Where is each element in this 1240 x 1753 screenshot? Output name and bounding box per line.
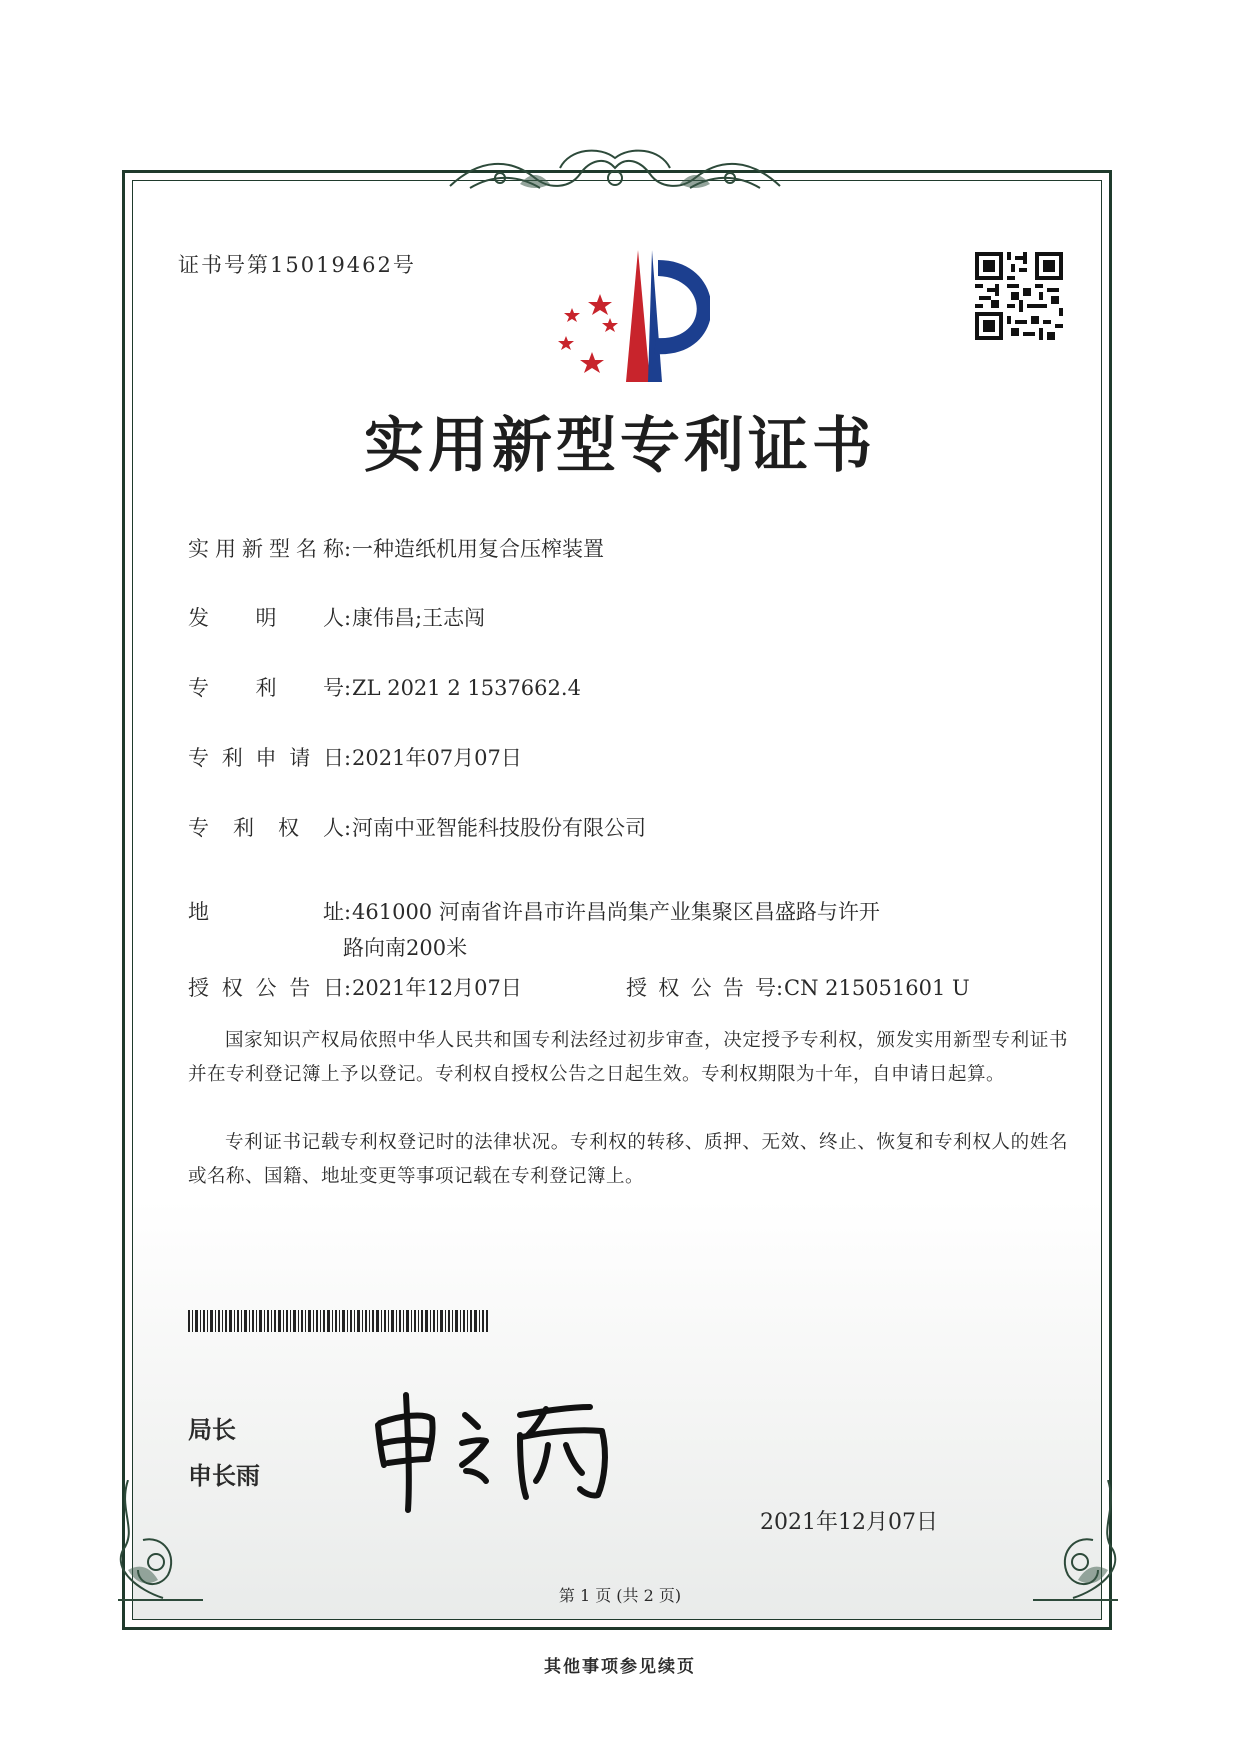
field-value: 康伟昌;王志闯 [352,606,486,630]
body-paragraph-2: 专利证书记载专利权登记时的法律状况。专利权的转移、质押、无效、终止、恢复和专利权人的姓名或名称、国籍、地址变更等事项记载在专利登记簿上。 [188,1132,1068,1187]
certificate-number: 证书号第15019462号 [178,253,416,277]
field-value: 2021年12月07日 [352,976,522,1000]
field-utility-model-name: 实用新型名称:一种造纸机用复合压榨装置 [188,533,604,563]
cnipa-emblem-icon [530,250,710,382]
field-value: 2021年07月07日 [352,746,522,770]
field-label: 实用新型名称 [188,537,344,561]
address-line-2: 路向南200米 [343,936,468,960]
field-label: 专利申请日 [188,746,344,770]
qr-code-icon [975,252,1063,340]
field-label: 授权公告号 [626,976,776,1000]
barcode-icon [188,1310,488,1332]
field-label: 专 利 号 [188,676,344,700]
field-value: 461000 河南省许昌市许昌尚集产业集聚区昌盛路与许开 [352,900,880,924]
signature-date: 2021年12月07日 [760,1510,938,1535]
handwritten-signature-icon [370,1385,630,1515]
field-value: 一种造纸机用复合压榨装置 [352,537,604,561]
field-value: CN 215051601 U [784,976,970,1000]
field-patentee: 专利权人:河南中亚智能科技股份有限公司 [188,812,646,842]
continued-note: 其他事项参见续页 [544,1657,696,1677]
field-grant-date: 授权公告日:2021年12月07日 [188,972,522,1002]
field-label: 授权公告日 [188,976,344,1000]
director-title: 局长 [188,1416,236,1444]
field-label: 地 址 [188,900,344,924]
page-number: 第 1 页 (共 2 页) [558,1586,682,1605]
director-name: 申长雨 [188,1462,260,1490]
field-inventor: 发 明 人:康伟昌;王志闯 [188,602,485,632]
field-value: ZL 2021 2 1537662.4 [352,676,581,700]
certificate-title: 实用新型专利证书 [364,411,876,481]
field-grant-number: 授权公告号:CN 215051601 U [626,972,970,1002]
top-ornament-icon [440,138,790,204]
field-label: 专利权人 [188,816,344,840]
field-value: 河南中亚智能科技股份有限公司 [352,816,646,840]
body-paragraph-1: 国家知识产权局依照中华人民共和国专利法经过初步审查，决定授予专利权，颁发实用新型专利证书并在专利登记簿上予以登记。专利权自授权公告之日起生效。专利权期限为十年，自申请日起算。 [188,1030,1068,1085]
field-address: 地 址:461000 河南省许昌市许昌尚集产业集聚区昌盛路与许开 [188,896,880,926]
field-application-date: 专利申请日:2021年07月07日 [188,742,522,772]
field-patent-number: 专 利 号:ZL 2021 2 1537662.4 [188,672,581,702]
field-label: 发 明 人 [188,606,344,630]
